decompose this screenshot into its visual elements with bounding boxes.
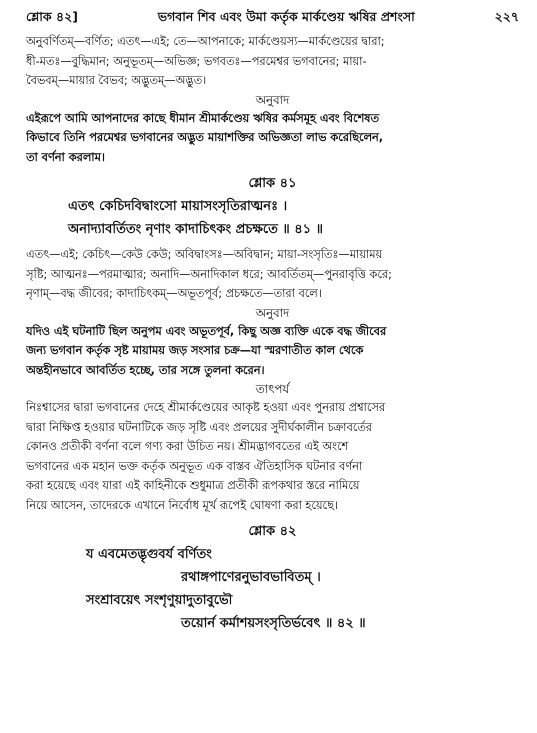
translation-heading: অনুবাদ: [255, 92, 290, 107]
page-number: ২২৭: [494, 9, 519, 24]
synonym-line: অনুবর্ণিতম্—বর্ণিত; এতৎ—এই; তে—আপনাকে; মার্কণ্ডেয়স্য—মার্কণ্ডেয়ের দ্বারা;: [26, 35, 385, 48]
synonym-line: সৃষ্টি; আত্মনঃ—পরমাত্মার; অনাদি—অনাদিকাল ধরে; আবর্তিতম্—পুনরাবৃত্তি করে;: [26, 267, 392, 281]
synonym-line: ধী-মতঃ—বুদ্ধিমান; অনুভূতম্—অভিজ্ঞ; ভগবতঃ—পরমেশ্বর ভগবানের; মায়া-: [26, 54, 367, 68]
synonyms-block-top: [26, 32, 519, 91]
synonym-line: নৃণাম্—বদ্ধ জীবের; কাদাচিৎকম্—অভূতপূর্ব; প্রচক্ষতে—তারা বলে।: [26, 287, 322, 300]
purport-heading: তাৎপর্য: [255, 382, 290, 396]
purport-line: ভগবানের এক মহান ভক্ত কর্তৃক অনুভূত এক বাস্তব ঐতিহাসিক ঘটনার বর্ণনা: [26, 459, 363, 473]
verse-42-line-4: তয়োর্ন কর্মাশয়সংসৃতির্ভবেৎ ॥ ৪২ ॥: [181, 616, 366, 631]
verse-42-title: শ্লোক ৪২: [248, 524, 297, 539]
verse-41-line-1: এতৎ কেচিদবিদ্বাংসো মায়াসংসৃতিরাত্মনঃ ।: [68, 199, 288, 214]
translation-line: যদিও এই ঘটনাটি ছিল অনুপম এবং অভূতপূর্ব, কিছু অজ্ঞ ব্যক্তি একে বদ্ধ জীবের: [26, 324, 387, 338]
purport-line: নিঃশ্বাসের দ্বারা ভগবানের দেহে শ্রীমার্কণ্ডেয়ের আকৃষ্ট হওয়া এবং পুনরায় প্রশ্বাসের: [26, 401, 386, 414]
translation-line: এইরূপে আমি আপনাদের কাছে ধীমান শ্রীমার্কণ্ডেয় ঋষির কর্মসমূহ এবং বিশেষত: [26, 111, 379, 125]
purport-block: [26, 398, 519, 515]
verse-42-line-3: সংশ্রাবয়েৎ সংশৃণুয়াদুতাবুভৌ: [86, 593, 233, 608]
synonyms-block-41: [26, 245, 519, 304]
verse-42-line-1: য এবমেতদ্ভৃগুবর্য বর্ণিতং: [86, 547, 212, 562]
header-verse-ref: শ্লোক ৪২]: [26, 9, 78, 24]
verse-41-title: শ্লোক ৪১: [248, 176, 297, 191]
synonym-line: বৈভবম্—মায়ার বৈভব; অদ্ভুতম্—অদ্ভুত।: [26, 74, 207, 87]
translation-heading: অনুবাদ: [255, 305, 290, 320]
translation-block-1: [26, 109, 519, 168]
header-chapter-title: ভগবান শিব এবং উমা কর্তৃক মার্কণ্ডেয় ঋষির প্রশংসা: [157, 9, 415, 24]
translation-line: তা বর্ণনা করলাম।: [26, 150, 105, 164]
verse-42-line-2: রথাঙ্গপাণেরনুভাবভাবিতম্ ।: [181, 570, 321, 585]
purport-line: দ্বারা নিক্ষিপ্ত হওয়ার ঘটনাটিকে জড় সৃষ্টি এবং প্রলয়ের সুদীর্ঘকালীন চক্রাবর্তের: [26, 420, 372, 434]
translation-line: কিভাবে তিনি পরমেশ্বর ভগবানের অদ্ভুত মায়াশক্তির অভিজ্ঞতা লাভ করেছিলেন,: [26, 131, 384, 144]
translation-line: জন্য ভগবান কর্তৃক সৃষ্ট মায়াময় জড় সংসার চক্র—যা স্মরণাতীত কাল থেকে: [26, 344, 364, 357]
purport-line: নিয়ে আসেন, তাদেরকে এখানে নির্বোধ মূর্খ রূপেই ঘোষণা করা হয়েছে।: [26, 498, 338, 512]
synonym-line: এতৎ—এই; কেচিৎ—কেউ কেউ; অবিদ্বাংসঃ—অবিদ্বান; মায়া-সংসৃতিঃ—মায়াময়: [26, 248, 383, 261]
purport-line: কোনও প্রতীকী বর্ণনা বলে গণ্য করা উচিত নয়। শ্রীমদ্ভাগবতের এই অংশে: [26, 440, 349, 453]
running-header: [26, 6, 519, 28]
translation-line: অন্তহীনভাবে আবর্তিত হচ্ছে, তার সঙ্গে তুলনা করেন।: [26, 363, 265, 377]
translation-block-2: [26, 322, 519, 381]
verse-41-line-2: অনাদ্যাবর্তিতং নৃণাং কাদাচিৎকং প্রচক্ষতে ॥ ৪১ ॥: [68, 222, 324, 237]
purport-line: করা হয়েছে এবং যারা এই কাহিনীকে শুধুমাত্র প্রতীকী রূপকথার স্তরে নামিয়ে: [26, 479, 360, 492]
